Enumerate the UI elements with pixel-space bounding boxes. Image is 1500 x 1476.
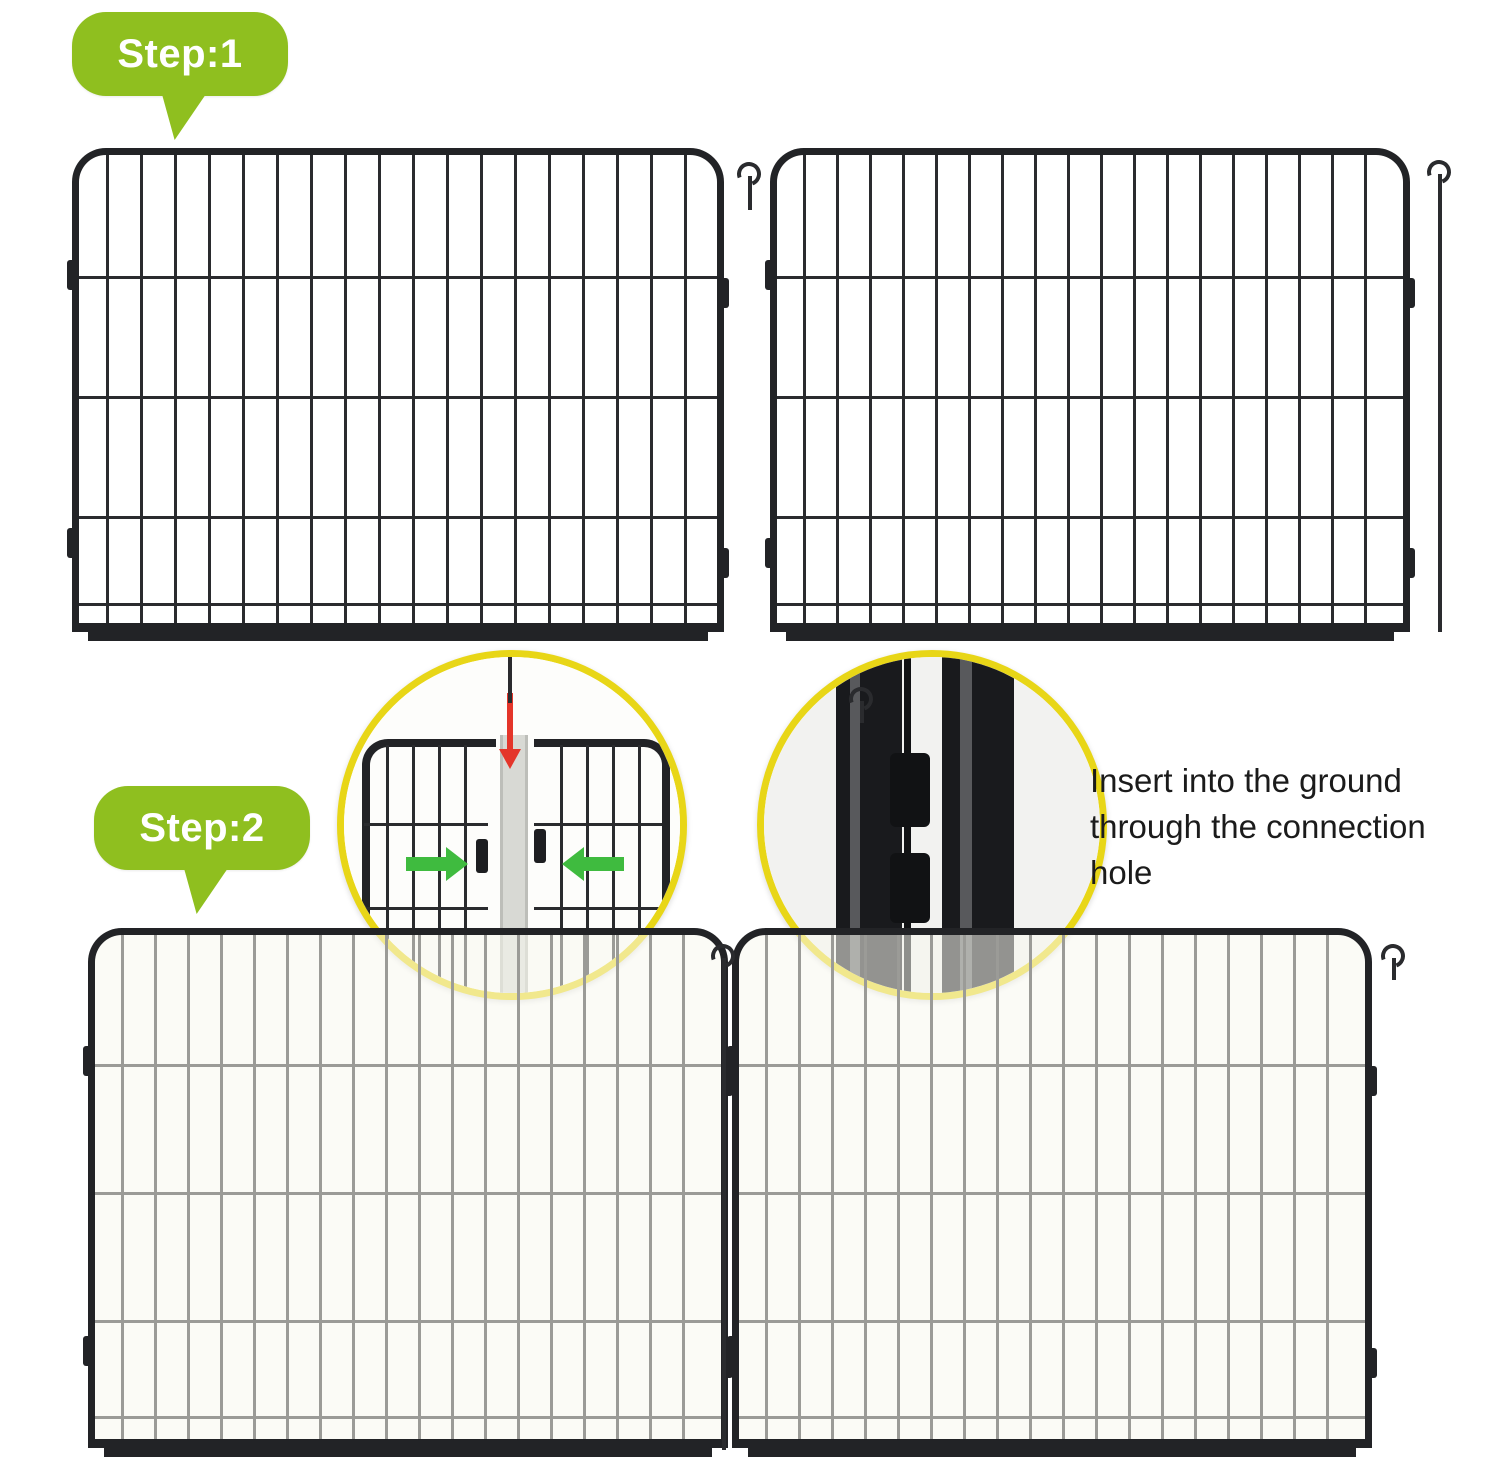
connection-clip <box>67 528 78 558</box>
panel-foot <box>748 1448 1356 1457</box>
connection-clip <box>1404 548 1415 578</box>
caption-line-3: hole <box>1090 854 1153 891</box>
step1-left-panel <box>72 148 724 632</box>
bubble-tail <box>177 866 230 914</box>
step-2-bubble <box>94 786 310 870</box>
caption-line-2: through the connection <box>1090 808 1426 845</box>
ground-stake <box>508 651 512 703</box>
panel-foot <box>104 1448 712 1457</box>
connection-clip <box>1404 278 1415 308</box>
panel-foot <box>786 632 1394 641</box>
connection-clip <box>534 829 546 863</box>
connection-clip <box>765 538 776 568</box>
panel-frame <box>770 148 1410 632</box>
stake-hook-icon <box>1423 156 1455 188</box>
step-1-label: Step:1 <box>117 31 243 76</box>
connection-clip <box>727 1336 738 1366</box>
ground-stake <box>1392 958 1396 980</box>
connection-clip <box>718 278 729 308</box>
bubble-tail <box>155 92 208 140</box>
ground-stake <box>722 958 726 1450</box>
step-1-bubble <box>72 12 288 96</box>
panel-foot <box>88 632 708 641</box>
panel-frame <box>88 928 728 1448</box>
step2-left-panel <box>88 928 728 1448</box>
connection-clip <box>476 839 488 873</box>
step1-right-panel <box>770 148 1410 632</box>
push-arrow-right-icon <box>406 847 468 881</box>
ground-stake <box>748 176 752 210</box>
connection-clip <box>67 260 78 290</box>
panel-frame <box>72 148 724 632</box>
connection-clip <box>718 548 729 578</box>
connection-clip <box>727 1046 738 1076</box>
stake-hook-icon <box>733 158 765 190</box>
step-2-label: Step:2 <box>139 805 265 850</box>
panel-frame <box>732 928 1372 1448</box>
connection-clip <box>83 1046 94 1076</box>
connection-clip <box>83 1336 94 1366</box>
push-arrow-left-icon <box>562 847 624 881</box>
connection-clip <box>1366 1066 1377 1096</box>
connection-clip <box>765 260 776 290</box>
connection-clip <box>1366 1348 1377 1378</box>
step2-right-panel <box>732 928 1372 1448</box>
caption-line-1: Insert into the ground <box>1090 762 1402 799</box>
ground-stake <box>1438 174 1442 632</box>
stake-hook-icon <box>860 701 864 723</box>
stake-hook-icon <box>1377 940 1409 972</box>
insert-arrow-icon <box>499 749 521 769</box>
